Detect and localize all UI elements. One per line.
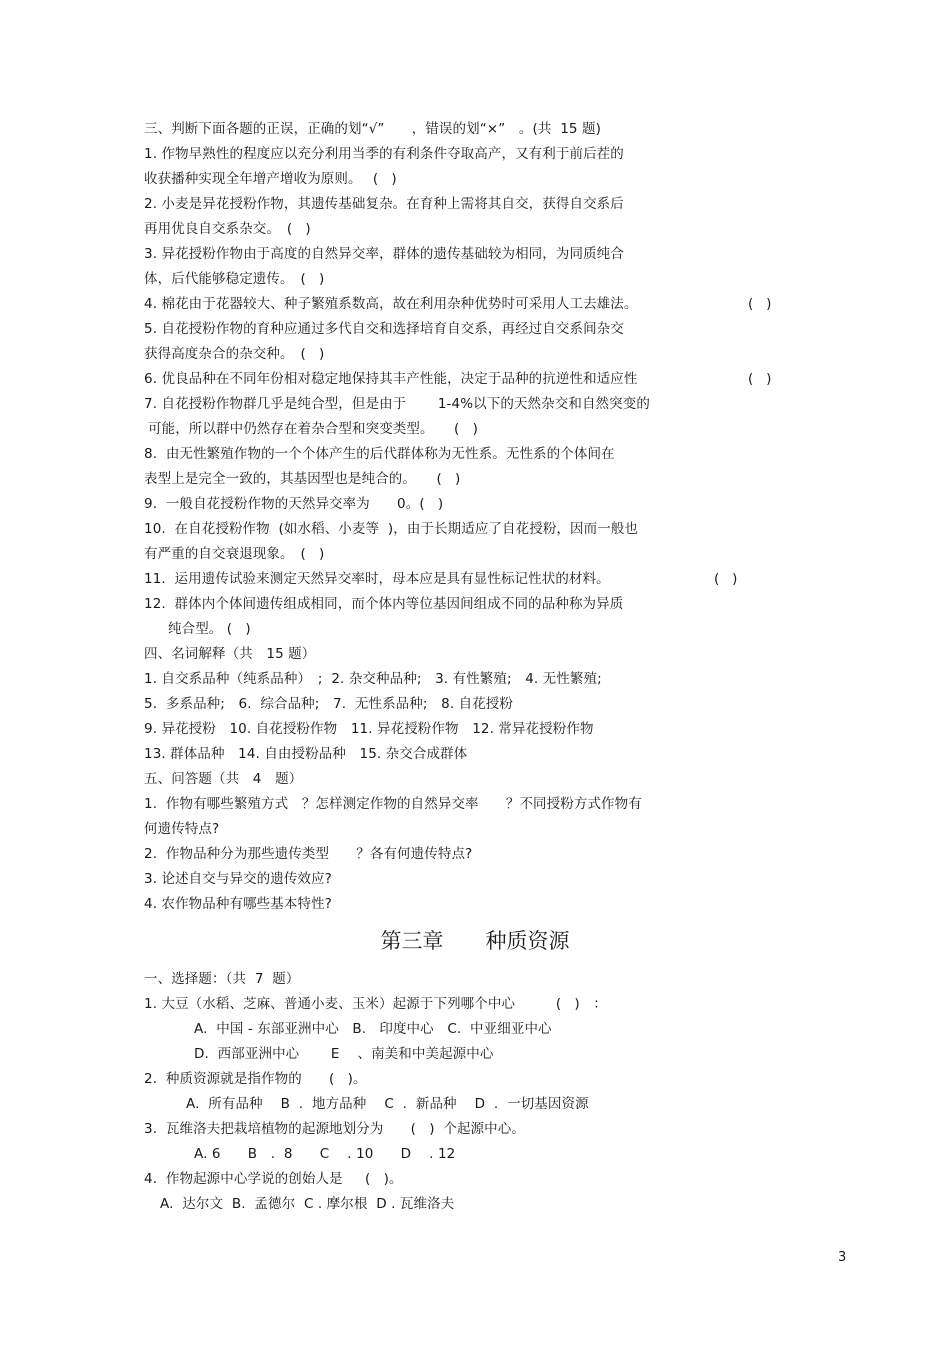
judge-q12-line2: 纯合型。 ( ) <box>168 621 251 637</box>
judge-q3-line1: 3. 异花授粉作物由于高度的自然异交率，群体的遗传基础较为相同，为同质纯合 <box>144 246 624 262</box>
choice-q2: 2. 种质资源就是指作物的 ( )。 <box>144 1071 367 1087</box>
qa-q4: 4. 农作物品种有哪些基本特性? <box>144 896 332 912</box>
judge-q10-line1: 10. 在自花授粉作物 (如水稻、小麦等 )，由于长期适应了自花授粉，因而一般也 <box>144 521 639 537</box>
choice-q4-options: A. 达尔文 B. 孟德尔 C . 摩尔根 D . 瓦维洛夫 <box>160 1196 455 1212</box>
qa-q3: 3. 论述自交与异交的遗传效应? <box>144 871 332 887</box>
judge-heading: 三、判断下面各题的正误，正确的划“√” ，错误的划“×” 。(共 15 题) <box>144 121 601 137</box>
judge-q7-line1: 7. 自花授粉作物群几乎是纯合型，但是由于 1-4%以下的天然杂交和自然突变的 <box>144 396 650 412</box>
terms-line-4: 13. 群体品种 14. 自由授粉品种 15. 杂交合成群体 <box>144 746 468 762</box>
qa-q1-line1: 1. 作物有哪些繁殖方式 ？怎样测定作物的自然异交率 ？不同授粉方式作物有 <box>144 796 642 812</box>
judge-q3-line2: 体，后代能够稳定遗传。 ( ) <box>144 271 325 287</box>
choice-q3-options: A. 6 B . 8 C . 10 D . 12 <box>194 1146 456 1162</box>
judge-q10-line2: 有严重的自交衰退现象。 ( ) <box>144 546 325 562</box>
judge-q6: 6. 优良品种在不同年份相对稳定地保持其丰产性能，决定于品种的抗逆性和适应性 <box>144 371 638 387</box>
page-number: 3 <box>838 1250 847 1265</box>
terms-line-1: 1. 自交系品种（纯系品种） ; 2. 杂交种品种; 3. 有性繁殖; 4. 无性繁殖; <box>144 671 602 687</box>
terms-line-3: 9. 异花授粉 10. 自花授粉作物 11. 异花授粉作物 12. 常异花授粉作物 <box>144 721 594 737</box>
qa-q2: 2. 作物品种分为那些遗传类型 ？各有何遗传特点? <box>144 846 473 862</box>
judge-q2-line1: 2. 小麦是异花授粉作物，其遗传基础复杂。在育种上需将其自交，获得自交系后 <box>144 196 624 212</box>
judge-q8-line1: 8. 由无性繁殖作物的一个个体产生的后代群体称为无性系。无性系的个体间在 <box>144 446 615 462</box>
judge-q11-answer-blank: ( ) <box>714 571 738 587</box>
judge-q4: 4. 棉花由于花器较大、种子繁殖系数高，故在利用杂种优势时可采用人工去雄法。 <box>144 296 638 312</box>
qa-heading: 五、问答题（共 4 题） <box>144 771 303 787</box>
choice-q1-options-2: D. 西部亚洲中心 E 、南美和中美起源中心 <box>194 1046 494 1062</box>
judge-q6-answer-blank: ( ) <box>748 371 772 387</box>
judge-q8-line2: 表型上是完全一致的，其基因型也是纯合的。 ( ) <box>144 471 461 487</box>
judge-q5-line1: 5. 自花授粉作物的育种应通过多代自交和选择培育自交系，再经过自交系间杂交 <box>144 321 624 337</box>
judge-q7-line2: 可能，所以群中仍然存在着杂合型和突变类型。 ( ) <box>148 421 478 437</box>
judge-q12-line1: 12. 群体内个体间遗传组成相同，而个体内等位基因间组成不同的品种称为异质 <box>144 596 624 612</box>
qa-q1-line2: 何遗传特点? <box>144 821 220 837</box>
choice-q3: 3. 瓦维洛夫把栽培植物的起源地划分为 ( ) 个起源中心。 <box>144 1121 525 1137</box>
judge-q1-line2: 收获播种实现全年增产增收为原则。 ( ) <box>144 171 397 187</box>
chapter-title: 第三章 种质资源 <box>380 929 570 953</box>
judge-q11: 11. 运用遗传试验来测定天然异交率时，母本应是具有显性标记性状的材料。 <box>144 571 610 587</box>
choice-q1: 1. 大豆（水稻、芝麻、普通小麦、玉米）起源于下列哪个中心 ( ) ： <box>144 996 607 1012</box>
judge-q1-line1: 1. 作物早熟性的程度应以充分利用当季的有利条件夺取高产，又有利于前后茬的 <box>144 146 624 162</box>
choice-q1-options-1: A. 中国 - 东部亚洲中心 B. 印度中心 C. 中亚细亚中心 <box>194 1021 552 1037</box>
terms-heading: 四、名词解释（共 15 题） <box>144 646 316 662</box>
judge-q9: 9. 一般自花授粉作物的天然异交率为 0。( ) <box>144 496 444 512</box>
judge-q4-answer-blank: ( ) <box>748 296 772 312</box>
judge-q2-line2: 再用优良自交系杂交。 ( ) <box>144 221 311 237</box>
choice-heading: 一、选择题：（共 7 题） <box>144 971 300 987</box>
judge-q5-line2: 获得高度杂合的杂交种。 ( ) <box>144 346 325 362</box>
terms-line-2: 5. 多系品种; 6. 综合品种; 7. 无性系品种; 8. 自花授粉 <box>144 696 514 712</box>
choice-q4: 4. 作物起源中心学说的创始人是 ( )。 <box>144 1171 403 1187</box>
choice-q2-options: A. 所有品种 B . 地方品种 C . 新品种 D . 一切基因资源 <box>186 1096 589 1112</box>
